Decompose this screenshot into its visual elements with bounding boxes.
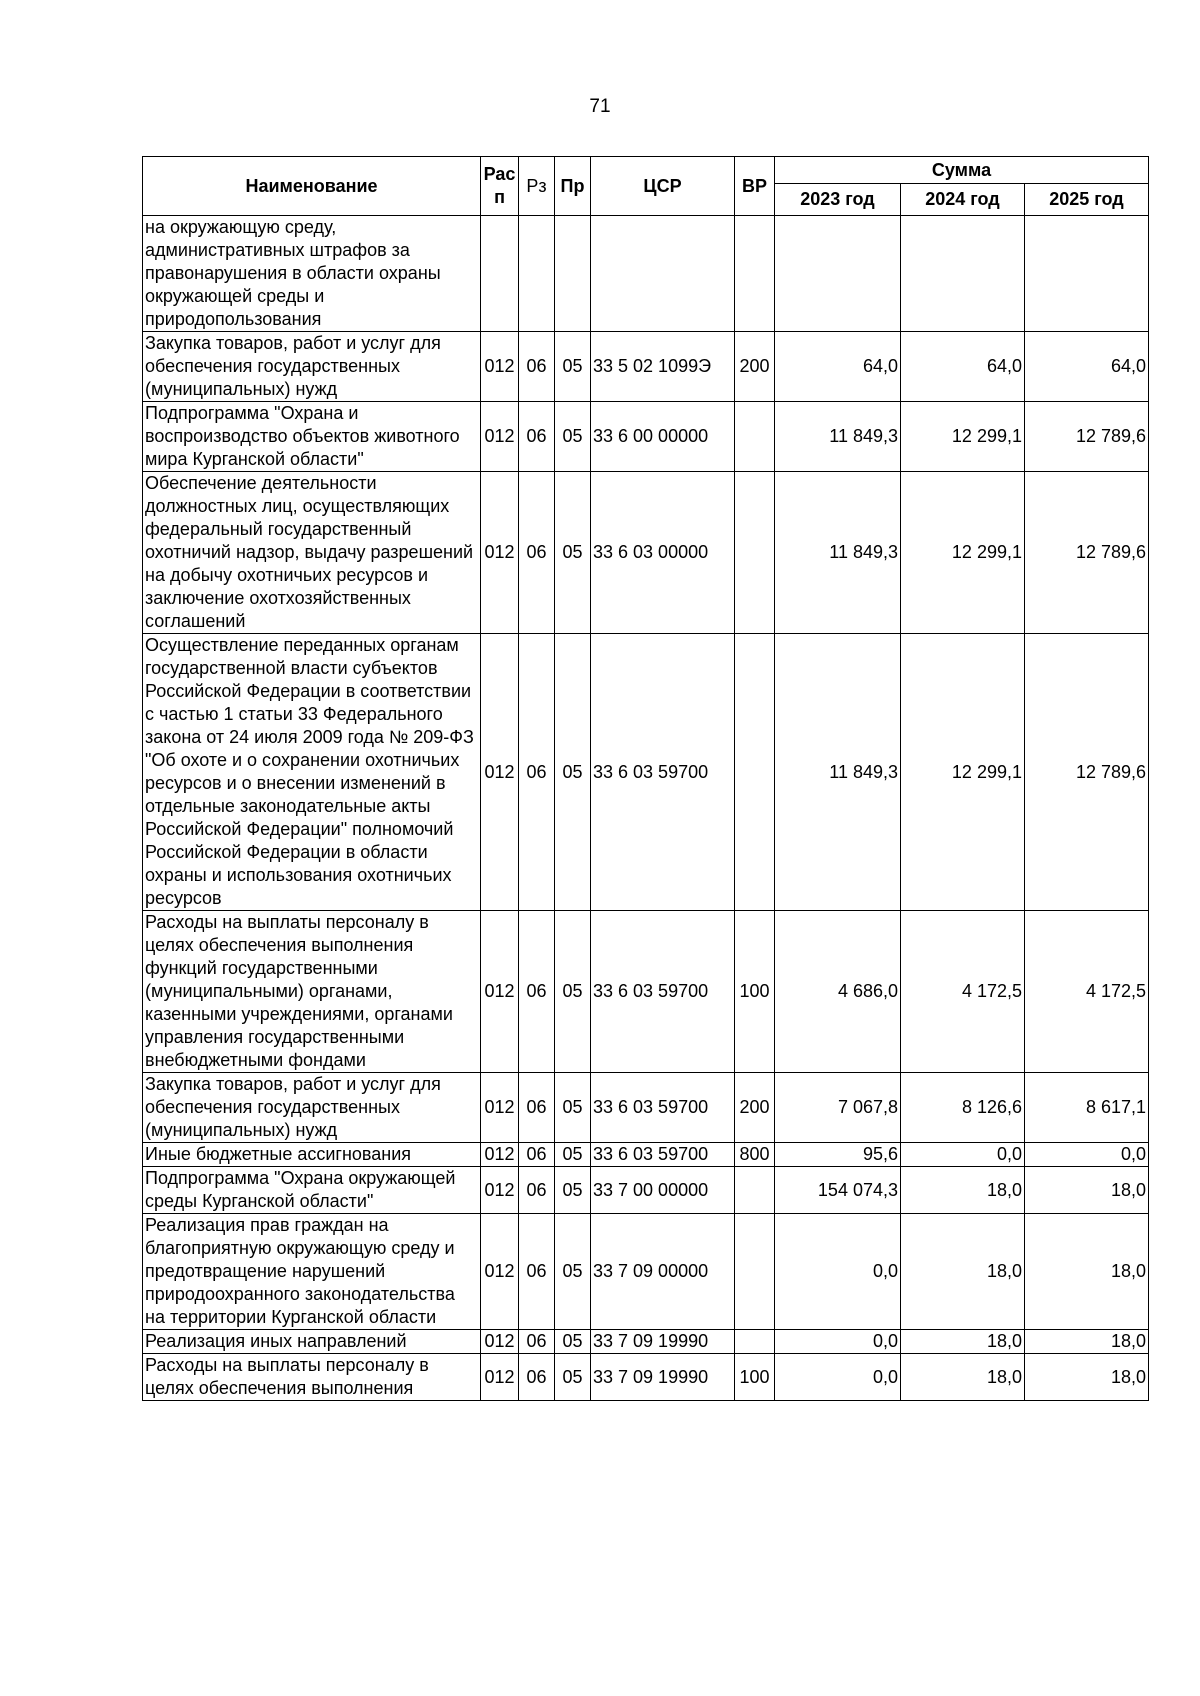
budget-table bbox=[142, 156, 1149, 1401]
row-name: Иные бюджетные ассигнования bbox=[143, 1143, 481, 1167]
row-name: Реализация прав граждан на благоприятную окружающую среду и предотвращение нарушений природоохранного законодательства на территории Курганской области bbox=[143, 1214, 481, 1330]
table-row bbox=[143, 1143, 1149, 1167]
row-vr: 100 bbox=[735, 1354, 775, 1401]
header-rz: Рз bbox=[519, 157, 555, 216]
row-vr: 200 bbox=[735, 1073, 775, 1143]
header-pr: Пр bbox=[555, 157, 591, 216]
row-sum-2025: 12 789,6 bbox=[1025, 402, 1149, 472]
table-row bbox=[143, 1167, 1149, 1214]
row-sum-2024: 8 126,6 bbox=[901, 1073, 1025, 1143]
row-csr bbox=[591, 216, 735, 332]
row-rasp: 012 bbox=[481, 1143, 519, 1167]
row-sum-2025: 0,0 bbox=[1025, 1143, 1149, 1167]
header-year-2024: 2024 год bbox=[901, 184, 1025, 216]
row-rz: 06 bbox=[519, 1214, 555, 1330]
page-number: 71 bbox=[589, 96, 611, 117]
row-pr bbox=[555, 216, 591, 332]
row-name: Расходы на выплаты персоналу в целях обеспечения выполнения функций государственными (муниципальными) органами, казенными учреждениями, органами управления государственными внебюджетными фондами bbox=[143, 911, 481, 1073]
row-sum-2024: 12 299,1 bbox=[901, 472, 1025, 634]
row-sum-2023: 95,6 bbox=[775, 1143, 901, 1167]
row-sum-2024: 12 299,1 bbox=[901, 402, 1025, 472]
row-sum-2023: 4 686,0 bbox=[775, 911, 901, 1073]
header-year-2023: 2023 год bbox=[775, 184, 901, 216]
row-rz: 06 bbox=[519, 1143, 555, 1167]
row-name: Обеспечение деятельности должностных лиц, осуществляющих федеральный государственный охотничий надзор, выдачу разрешений на добычу охотничьих ресурсов и заключение охотхозяйственных соглашений bbox=[143, 472, 481, 634]
row-pr: 05 bbox=[555, 332, 591, 402]
row-csr: 33 6 03 59700 bbox=[591, 634, 735, 911]
table-row bbox=[143, 1354, 1149, 1401]
row-sum-2023: 11 849,3 bbox=[775, 472, 901, 634]
row-rasp: 012 bbox=[481, 1167, 519, 1214]
row-csr: 33 7 09 00000 bbox=[591, 1214, 735, 1330]
row-sum-2023: 11 849,3 bbox=[775, 634, 901, 911]
row-csr: 33 6 00 00000 bbox=[591, 402, 735, 472]
row-csr: 33 6 03 00000 bbox=[591, 472, 735, 634]
row-sum-2024: 4 172,5 bbox=[901, 911, 1025, 1073]
header-sum: Сумма bbox=[775, 157, 1149, 184]
header-rasp: Рас п bbox=[481, 157, 519, 216]
row-sum-2024: 0,0 bbox=[901, 1143, 1025, 1167]
row-sum-2025 bbox=[1025, 216, 1149, 332]
row-pr: 05 bbox=[555, 402, 591, 472]
row-sum-2024: 12 299,1 bbox=[901, 634, 1025, 911]
row-rasp: 012 bbox=[481, 1354, 519, 1401]
row-pr: 05 bbox=[555, 1354, 591, 1401]
row-name: Закупка товаров, работ и услуг для обеспечения государственных (муниципальных) нужд bbox=[143, 332, 481, 402]
row-sum-2024: 18,0 bbox=[901, 1354, 1025, 1401]
row-name: Подпрограмма "Охрана окружающей среды Курганской области" bbox=[143, 1167, 481, 1214]
row-rasp: 012 bbox=[481, 1214, 519, 1330]
row-name: Осуществление переданных органам государственной власти субъектов Российской Федерации в соответствии с частью 1 статьи 33 Федерального закона от 24 июля 2009 года № 209-ФЗ "Об охоте и о сохранении охотничьих ресурсов и о внесении изменений в отдельные законодательные акты Российской Федерации" полномочий Российской Федерации в области охраны и использования охотничьих ресурсов bbox=[143, 634, 481, 911]
row-sum-2025: 8 617,1 bbox=[1025, 1073, 1149, 1143]
row-sum-2025: 12 789,6 bbox=[1025, 634, 1149, 911]
row-sum-2023: 64,0 bbox=[775, 332, 901, 402]
row-sum-2023: 0,0 bbox=[775, 1330, 901, 1354]
table-body bbox=[143, 216, 1149, 1401]
row-sum-2024: 18,0 bbox=[901, 1167, 1025, 1214]
row-vr bbox=[735, 472, 775, 634]
row-pr: 05 bbox=[555, 1214, 591, 1330]
table-row bbox=[143, 1073, 1149, 1143]
row-csr: 33 5 02 1099Э bbox=[591, 332, 735, 402]
header-vr: ВР bbox=[735, 157, 775, 216]
row-rz: 06 bbox=[519, 472, 555, 634]
table-row bbox=[143, 1330, 1149, 1354]
row-name: Подпрограмма "Охрана и воспроизводство объектов животного мира Курганской области" bbox=[143, 402, 481, 472]
row-sum-2023 bbox=[775, 216, 901, 332]
table-row bbox=[143, 332, 1149, 402]
table-header bbox=[143, 157, 1149, 216]
row-name: на окружающую среду, административных штрафов за правонарушения в области охраны окружающей среды и природопользования bbox=[143, 216, 481, 332]
row-sum-2023: 7 067,8 bbox=[775, 1073, 901, 1143]
row-name: Реализация иных направлений bbox=[143, 1330, 481, 1354]
table-row bbox=[143, 472, 1149, 634]
row-sum-2025: 12 789,6 bbox=[1025, 472, 1149, 634]
row-pr: 05 bbox=[555, 1330, 591, 1354]
row-rasp: 012 bbox=[481, 402, 519, 472]
table-row bbox=[143, 1214, 1149, 1330]
row-pr: 05 bbox=[555, 1167, 591, 1214]
row-csr: 33 6 03 59700 bbox=[591, 1143, 735, 1167]
row-sum-2025: 4 172,5 bbox=[1025, 911, 1149, 1073]
row-rz: 06 bbox=[519, 1167, 555, 1214]
row-name: Расходы на выплаты персоналу в целях обеспечения выполнения bbox=[143, 1354, 481, 1401]
row-rasp: 012 bbox=[481, 1330, 519, 1354]
row-sum-2023: 11 849,3 bbox=[775, 402, 901, 472]
row-rz: 06 bbox=[519, 332, 555, 402]
row-csr: 33 7 09 19990 bbox=[591, 1330, 735, 1354]
row-sum-2023: 0,0 bbox=[775, 1354, 901, 1401]
row-vr bbox=[735, 216, 775, 332]
row-rz: 06 bbox=[519, 402, 555, 472]
table-row bbox=[143, 402, 1149, 472]
row-sum-2024 bbox=[901, 216, 1025, 332]
row-sum-2023: 0,0 bbox=[775, 1214, 901, 1330]
row-csr: 33 6 03 59700 bbox=[591, 1073, 735, 1143]
row-sum-2025: 18,0 bbox=[1025, 1354, 1149, 1401]
header-name: Наименование bbox=[143, 157, 481, 216]
row-rasp: 012 bbox=[481, 332, 519, 402]
row-vr: 800 bbox=[735, 1143, 775, 1167]
row-rz: 06 bbox=[519, 1354, 555, 1401]
row-rasp bbox=[481, 216, 519, 332]
row-rasp: 012 bbox=[481, 1073, 519, 1143]
row-pr: 05 bbox=[555, 1073, 591, 1143]
header-year-2025: 2025 год bbox=[1025, 184, 1149, 216]
row-vr: 100 bbox=[735, 911, 775, 1073]
row-rz: 06 bbox=[519, 1330, 555, 1354]
row-rasp: 012 bbox=[481, 472, 519, 634]
row-vr bbox=[735, 1214, 775, 1330]
row-sum-2023: 154 074,3 bbox=[775, 1167, 901, 1214]
row-pr: 05 bbox=[555, 472, 591, 634]
row-sum-2025: 64,0 bbox=[1025, 332, 1149, 402]
header-csr: ЦСР bbox=[591, 157, 735, 216]
row-sum-2025: 18,0 bbox=[1025, 1330, 1149, 1354]
table-row bbox=[143, 634, 1149, 911]
row-vr bbox=[735, 1167, 775, 1214]
row-rasp: 012 bbox=[481, 911, 519, 1073]
row-vr bbox=[735, 634, 775, 911]
row-rz: 06 bbox=[519, 1073, 555, 1143]
row-sum-2025: 18,0 bbox=[1025, 1167, 1149, 1214]
row-vr: 200 bbox=[735, 332, 775, 402]
row-pr: 05 bbox=[555, 911, 591, 1073]
table-row bbox=[143, 911, 1149, 1073]
row-sum-2024: 18,0 bbox=[901, 1214, 1025, 1330]
row-csr: 33 6 03 59700 bbox=[591, 911, 735, 1073]
row-rz bbox=[519, 216, 555, 332]
row-sum-2024: 18,0 bbox=[901, 1330, 1025, 1354]
row-csr: 33 7 00 00000 bbox=[591, 1167, 735, 1214]
row-csr: 33 7 09 19990 bbox=[591, 1354, 735, 1401]
row-rz: 06 bbox=[519, 911, 555, 1073]
row-sum-2024: 64,0 bbox=[901, 332, 1025, 402]
row-rasp: 012 bbox=[481, 634, 519, 911]
row-sum-2025: 18,0 bbox=[1025, 1214, 1149, 1330]
row-name: Закупка товаров, работ и услуг для обеспечения государственных (муниципальных) нужд bbox=[143, 1073, 481, 1143]
table-row bbox=[143, 216, 1149, 332]
row-pr: 05 bbox=[555, 634, 591, 911]
row-rz: 06 bbox=[519, 634, 555, 911]
row-vr bbox=[735, 402, 775, 472]
row-pr: 05 bbox=[555, 1143, 591, 1167]
row-vr bbox=[735, 1330, 775, 1354]
